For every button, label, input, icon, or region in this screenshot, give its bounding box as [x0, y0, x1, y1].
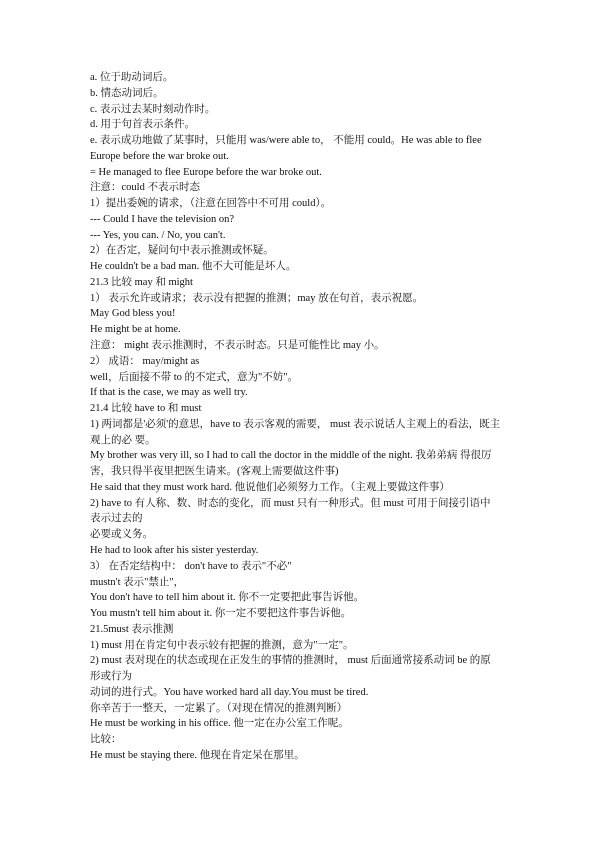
- text-line: 形或行为: [90, 671, 132, 683]
- text-line: 你辛苦于一整天，一定累了。（对现在情况的推测判断）: [90, 702, 348, 714]
- section-heading: 21.5must 表示推测: [90, 623, 174, 635]
- text-line: mustn't 表示"禁止"，: [90, 576, 185, 588]
- text-line: 3） 在否定结构中： don't have to 表示"不必": [90, 560, 292, 572]
- text-line: 2) have to 有人称、数、时态的变化，而 must 只有一种形式。但 must 可用于间接引语中: [90, 497, 491, 509]
- note-line: 注意：could 不表示时态: [90, 182, 200, 194]
- example-sentence: May God bless you!: [90, 308, 176, 320]
- example-sentence: He couldn't be a bad man. 他不大可能是坏人。: [90, 261, 297, 273]
- text-line: 2） 成语： may/might as: [90, 355, 200, 367]
- list-item: c. 表示过去某时刻动作时。: [90, 103, 216, 115]
- example-sentence: He said that they must work hard. 他说他们必须努力工作。（主观上要做这件事）: [90, 481, 450, 493]
- example-sentence: He must be staying there. 他现在肯定呆在那里。: [90, 749, 305, 761]
- list-item: a. 位于助动词后。: [90, 72, 174, 83]
- example-sentence: He might be at home.: [90, 324, 181, 336]
- text-line: 观上的必 要。: [90, 434, 156, 446]
- example-sentence: = He managed to flee Europe before the war broke out.: [90, 166, 322, 178]
- note-line: 注意： might 表示推测时，不表示时态。只是可能性比 may 小。: [90, 340, 385, 352]
- example-sentence: My brother was very ill, so I had to call the doctor in the middle of the night. 我弟弟病 得很厉: [90, 450, 492, 462]
- example-sentence: He had to look after his sister yesterday.: [90, 544, 259, 556]
- text-line: 表示过去的: [90, 513, 143, 525]
- section-heading: 21.3 比较 may 和 might: [90, 276, 193, 288]
- text-line: 1） 表示允许或请求；表示没有把握的推测；may 放在句首，表示祝愿。: [90, 292, 424, 304]
- document-body: [90, 70, 530, 764]
- text-line: 2）在否定，疑问句中表示推测或怀疑。: [90, 245, 274, 257]
- text-line: 1) 两词都是'必须'的意思，have to 表示客观的需要， must 表示说话人主观上的看法，既主: [90, 418, 501, 430]
- list-item: d. 用于句首表示条件。: [90, 119, 195, 131]
- text-line: 1）提出委婉的请求，（注意在回答中不可用 could）。: [90, 198, 332, 210]
- section-heading: 21.4 比较 have to 和 must: [90, 403, 202, 415]
- text-line: 比较：: [90, 734, 122, 746]
- text-line: 害，我只得半夜里把医生请来。(客观上需要做这件事): [90, 466, 339, 478]
- example-sentence: If that is the case, we may as well try.: [90, 387, 248, 399]
- text-line: 2) must 表对现在的状态或现在正发生的事情的推测时， must 后面通常接系动词 be 的原: [90, 655, 491, 667]
- example-sentence: You don't have to tell him about it. 你不一定要把此事告诉他。: [90, 592, 365, 604]
- example-sentence: Europe before the war broke out.: [90, 150, 229, 162]
- text-line: 必要或义务。: [90, 529, 153, 541]
- example-sentence: --- Yes, you can. / No, you can't.: [90, 229, 226, 241]
- example-sentence: 动词的进行式。You have worked hard all day.You must be tired.: [90, 686, 369, 698]
- list-item: b. 情态动词后。: [90, 87, 164, 99]
- text-line: well，后面接不带 to 的不定式，意为"不妨"。: [90, 371, 299, 383]
- list-item: e. 表示成功地做了某事时，只能用 was/were able to， 不能用 could。He was able to flee: [90, 135, 482, 147]
- example-sentence: He must be working in his office. 他一定在办公室工作呢。: [90, 718, 349, 730]
- example-sentence: You mustn't tell him about it. 你一定不要把这件事告诉他。: [90, 608, 352, 620]
- example-sentence: --- Could I have the television on?: [90, 213, 235, 225]
- text-line: 1) must 用在肯定句中表示较有把握的推测，意为"一定"。: [90, 639, 354, 651]
